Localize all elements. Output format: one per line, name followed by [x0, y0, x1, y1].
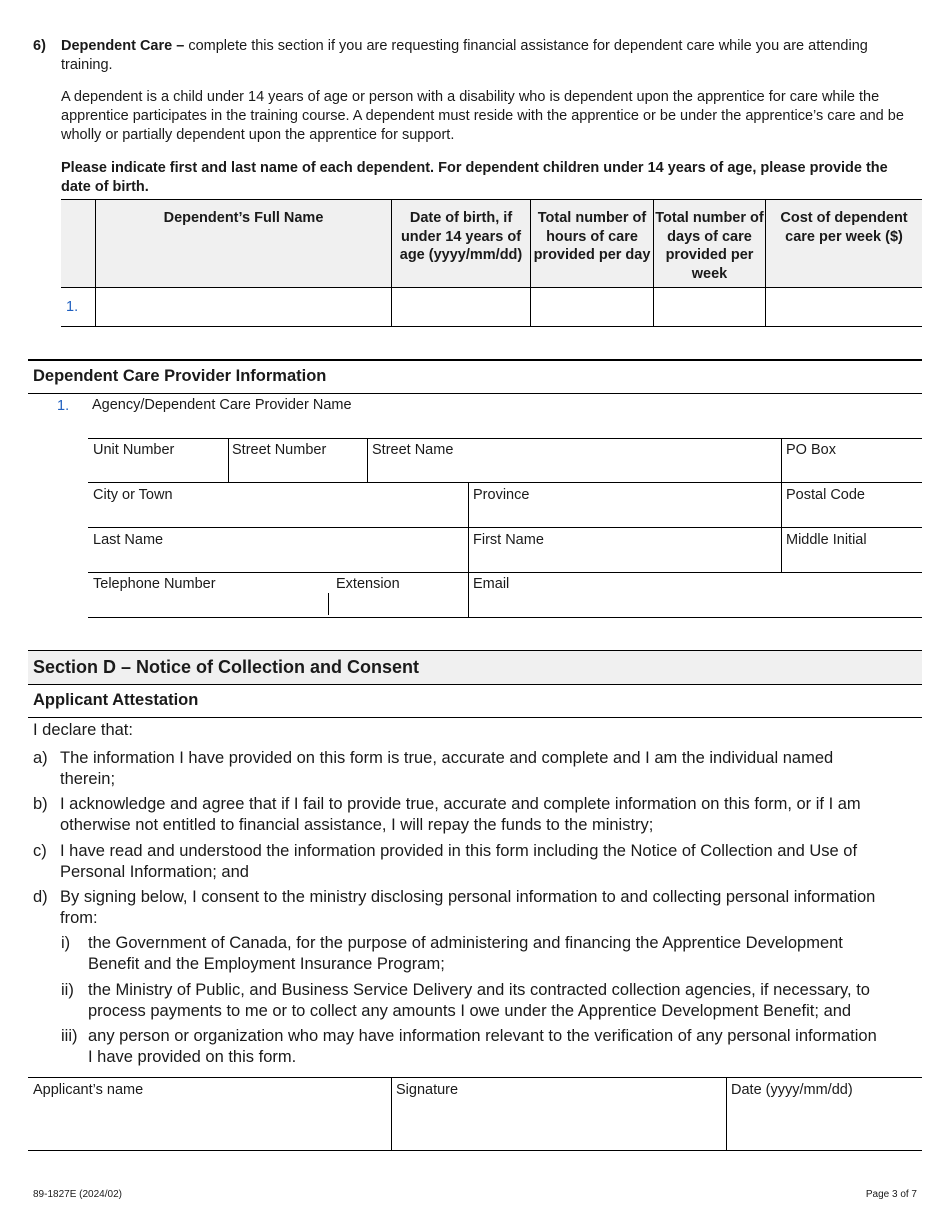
section-intro-text: complete this section if you are requesting financial assistance for dependent care while you are attending training. — [61, 38, 868, 73]
care-days-field[interactable] — [655, 289, 764, 325]
last-name-label: Last Name — [93, 532, 164, 548]
po-box-field[interactable] — [783, 459, 920, 481]
date-field[interactable] — [728, 1101, 920, 1148]
first-name-field[interactable] — [470, 549, 779, 571]
declaration-item: b) I acknowledge and agree that if I fail to provide true, accurate and complete information on this form, or if I am otherwise not entitled to financial assistance, I will repay the funds to the ministry; — [33, 795, 861, 834]
declaration-item: c) I have read and understood the information provided in this form including the Notice of Collection and Use of Personal Information; and — [33, 842, 858, 881]
provider-name-field[interactable] — [92, 414, 920, 436]
middle-initial-field[interactable] — [783, 549, 920, 571]
dependent-definition: A dependent is a child under 14 years of age or person with a disability who is dependent upon the apprentice for care while the apprentice participates in the training course. A dependent must reside with the apprentice or be under the apprentice’s care and be wholly or partially dependent upon the apprentice for support. — [61, 89, 904, 143]
street-number-label: Street Number — [232, 442, 327, 458]
dependent-instruction: Please indicate first and last name of each dependent. For dependent children under 14 years of age, please provide the date of birth. — [61, 160, 888, 195]
signature-label: Signature — [396, 1082, 459, 1098]
email-label: Email — [473, 576, 510, 592]
dependent-name-field[interactable] — [97, 289, 390, 325]
care-cost-field[interactable] — [767, 289, 921, 325]
telephone-field[interactable] — [90, 594, 326, 616]
applicant-name-field[interactable] — [30, 1101, 389, 1148]
declare-text: I declare that: — [33, 721, 133, 739]
unit-number-field[interactable] — [90, 459, 226, 481]
dependent-dob-field[interactable] — [393, 289, 529, 325]
middle-initial-label: Middle Initial — [786, 532, 867, 548]
care-hours-field[interactable] — [532, 289, 652, 325]
signature-field[interactable] — [393, 1101, 724, 1148]
province-label: Province — [473, 487, 530, 503]
section-number: 6) — [33, 38, 46, 54]
section-title: Dependent Care – — [61, 38, 185, 54]
street-name-label: Street Name — [372, 442, 454, 458]
street-name-field[interactable] — [369, 459, 779, 481]
section-intro — [61, 37, 921, 75]
header-cost-per-week: Cost of dependent care per week ($) — [780, 210, 908, 245]
street-number-field[interactable] — [230, 459, 366, 481]
provider-name-label: Agency/Dependent Care Provider Name — [92, 397, 352, 413]
header-full-name: Dependent’s Full Name — [163, 210, 324, 226]
provider-heading: Dependent Care Provider Information — [33, 367, 327, 385]
consent-subitem: i) the Government of Canada, for the purpose of administering and financing the Apprentice Development Benefit and the Employment Insurance Program; — [61, 934, 843, 973]
city-field[interactable] — [90, 504, 466, 526]
header-hours-per-day: Total number of hours of care provided per day — [533, 210, 651, 263]
email-field[interactable] — [470, 594, 920, 616]
consent-subitem: ii) the Ministry of Public, and Business Service Delivery and its contracted collection agencies, if necessary, to process payments to me or to collect any amounts I owe under the Apprentice Development Benefit; and — [61, 981, 870, 1020]
header-date-of-birth: Date of birth, if under 14 years of age (yyyy/mm/dd) — [399, 210, 523, 263]
declaration-item: a) The information I have provided on this form is true, accurate and complete and I am the individual named therein; — [33, 749, 834, 788]
po-box-label: PO Box — [786, 442, 836, 458]
attestation-heading: Applicant Attestation — [33, 691, 199, 709]
telephone-label: Telephone Number — [93, 576, 216, 592]
city-label: City or Town — [93, 487, 173, 503]
section-d-title: Section D – Notice of Collection and Consent — [33, 657, 420, 677]
postal-code-label: Postal Code — [786, 487, 865, 503]
last-name-field[interactable] — [90, 549, 466, 571]
postal-code-field[interactable] — [783, 504, 920, 526]
date-label: Date (yyyy/mm/dd) — [731, 1082, 853, 1098]
extension-label: Extension — [336, 576, 400, 592]
row-number: 1. — [66, 299, 79, 315]
declaration-item: d) By signing below, I consent to the ministry disclosing personal information to and collecting personal information from: — [33, 888, 876, 927]
applicant-name-label: Applicant’s name — [33, 1082, 144, 1098]
page-number: Page 3 of 7 — [865, 1189, 917, 1200]
province-field[interactable] — [470, 504, 779, 526]
unit-number-label: Unit Number — [93, 442, 175, 458]
extension-field[interactable] — [330, 594, 466, 616]
form-number: 89-1827E (2024/02) — [33, 1189, 122, 1200]
header-days-per-week: Total number of days of care provided per week — [655, 210, 764, 282]
provider-number: 1. — [57, 398, 70, 414]
consent-subitem: iii) any person or organization who may have information relevant to the verification of any personal information I have provided on this form. — [61, 1027, 877, 1066]
first-name-label: First Name — [473, 532, 544, 548]
